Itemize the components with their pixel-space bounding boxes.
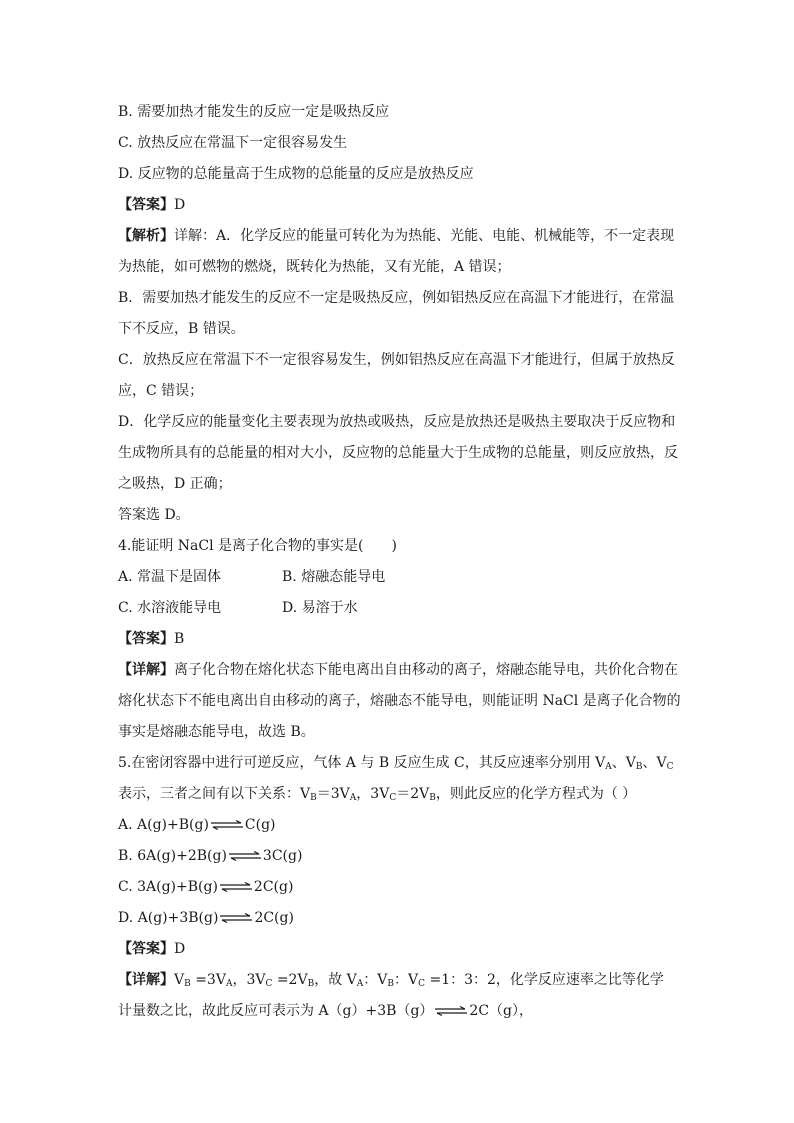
q3-analysis-line: B．需要加热才能发生的反应不一定是吸热反应，例如铝热反应在高温下才能进行，在常温 — [118, 290, 675, 306]
analysis-tag: 【解析】 — [118, 228, 174, 244]
q4-stem: 4.能证明 NaCl 是离子化合物的事实是( ) — [118, 538, 397, 554]
equilibrium-arrow-icon — [210, 820, 244, 830]
answer-tag: 【答案】 — [118, 631, 174, 647]
q4-detail-line: 事实是熔融态能导电，故选 B。 — [118, 724, 315, 740]
q4-option-b: B. 熔融态能导电 — [282, 569, 386, 585]
answer-tag: 【答案】 — [118, 197, 174, 213]
q5-detail-line: 【详解】$V_B =3V_A$，$3V_C =2V_B$，故 $V_A$：$V_B$：$V_C =1$：3：2，化学反应速率之比等化学 — [118, 972, 664, 989]
q4-answer — [118, 629, 184, 649]
q3-analysis-line: 答案选 D。 — [118, 507, 190, 523]
q3-answer — [118, 195, 185, 215]
q5-option-c: C. 3A(g)+B(g) 2C(g) — [118, 879, 294, 895]
q3-analysis-line: 下不反应，B 错误。 — [118, 321, 245, 337]
q5-answer — [118, 939, 185, 959]
q3-analysis-line: D．化学反应的能量变化主要表现为放热或吸热，反应是放热还是吸热主要取决于反应物和 — [118, 414, 676, 430]
q4-option-a: A. 常温下是固体 — [118, 569, 222, 585]
q4-detail-line: 熔化状态下不能电离出自由移动的离子，熔融态不能导电，则能证明 NaCl 是离子化合物的 — [118, 693, 681, 709]
q5-option-d: D. A(g)+3B(g) 2C(g) — [118, 910, 294, 926]
detail-tag: 【详解】 — [118, 662, 174, 678]
q3-option-d: D. 反应物的总能量高于生成物的总能量的反应是放热反应 — [118, 166, 474, 182]
answer-value: D — [174, 197, 186, 213]
q4-options-row-1 — [118, 567, 518, 587]
equilibrium-arrow-icon — [228, 851, 262, 861]
detail-tag: 【详解】 — [118, 972, 174, 988]
q3-analysis-line: 应，C 错误； — [118, 383, 204, 399]
q3-analysis-line: 为热能，如可燃物的燃烧，既转化为热能，又有光能，A 错误； — [118, 259, 511, 275]
answer-value: D — [174, 941, 186, 957]
q4-detail-line: 【详解】离子化合物在熔化状态下能电离出自由移动的离子，熔融态能导电，共价化合物在 — [118, 662, 678, 678]
q4-option-c: C. 水溶液能导电 — [118, 600, 222, 616]
q4-options-row-2 — [118, 598, 518, 618]
q5-option-a: A. A(g)+B(g) C(g) — [118, 817, 276, 833]
q5-option-b: B. 6A(g)+2B(g) 3C(g) — [118, 848, 303, 864]
q3-option-b: B. 需要加热才能发生的反应一定是吸热反应 — [118, 104, 390, 120]
equilibrium-arrow-icon — [219, 913, 253, 923]
equilibrium-arrow-icon — [219, 882, 253, 892]
q5-stem-line-1: 5.在密闭容器中进行可逆反应，气体 A 与 B 反应生成 C，其反应速率分别用 $V_A$、$V_B$、$V_C$ — [118, 755, 674, 772]
q4-option-d: D. 易溶于水 — [282, 600, 358, 616]
q3-option-c: C. 放热反应在常温下一定很容易发生 — [118, 135, 348, 151]
q5-stem-line-2: 表示，三者之间有以下关系：$V_B=3V_A$，$3V_C=2V_B$，则此反应的化学方程式为（ ） — [118, 786, 637, 803]
q3-analysis-line: 【解析】详解：A．化学反应的能量可转化为为热能、光能、电能、机械能等，不一定表现 — [118, 228, 675, 244]
answer-value: B — [174, 631, 185, 647]
q3-analysis-line: 之吸热，D 正确； — [118, 476, 232, 492]
q3-analysis-line: 生成物所具有的总能量的相对大小，反应物的总能量大于生成物的总能量，则反应放热，反 — [118, 445, 678, 461]
answer-tag: 【答案】 — [118, 941, 174, 957]
equilibrium-arrow-icon — [434, 1006, 468, 1016]
q3-analysis-line: C．放热反应在常温下不一定很容易发生，例如铝热反应在高温下才能进行，但属于放热反 — [118, 352, 675, 368]
q5-detail-line: 计量数之比，故此反应可表示为 A（g）+3B（g） 2C（g）， — [118, 1003, 534, 1019]
